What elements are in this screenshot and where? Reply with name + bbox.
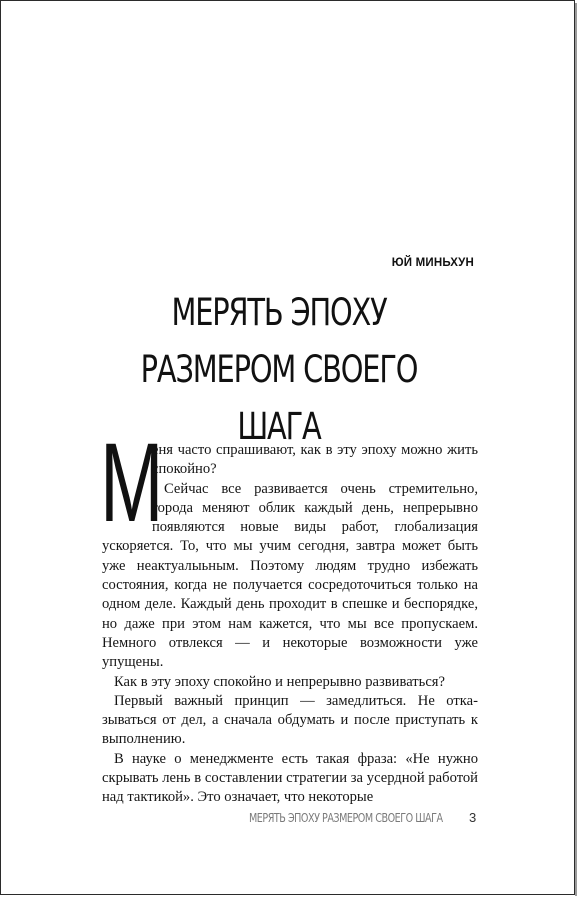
paragraph-3: Как в эту эпоху спокойно и непрерывно развиваться? (114, 673, 445, 690)
page-number: 3 (469, 810, 477, 825)
paragraph-2: Сейчас все развивается очень стремительно, города меняют облик каждый день, непрерывно появляются новые виды работ, глобализация ускоряется. То, что мы учим сегодня, завтра может быть уже неактуалыьным. Поэтому людям трудно избежать состояния, когда не получается сосредоточиться только на одном деле. Каждый день проходит в спешке и беспорядке, но даже при этом нам кажется, что мы все пропускаем. Немного отвлекся — и некоторые возможности уже упущены. (102, 480, 478, 671)
author-name: ЮЙ МИНЬХУН (391, 257, 474, 269)
drop-cap: М (100, 420, 164, 545)
chapter-title: МЕРЯТЬ ЭПОХУ РАЗМЕРОМ СВОЕГО ШАГА (140, 291, 418, 448)
body-text (100, 420, 478, 808)
paragraph-5: В науке о менеджменте есть такая фраза: «Не нужно скрывать лень в составлении стратегии за усердной работой над тактикой». Это означает, что некоторые (102, 750, 478, 806)
paragraph-1 (100, 420, 478, 545)
running-footer-title: МЕРЯТЬ ЭПОХУ РАЗМЕРОМ СВОЕГО ШАГА (249, 811, 443, 825)
paragraph-1-text: еня часто спрашивают, как в эту эпоху можно жить спокойно? (152, 442, 478, 478)
paragraph-4: Первый важный принцип — замедлиться. Не отказываться от дел, а сначала обдумать и после приступать к выполнению. (102, 692, 478, 748)
